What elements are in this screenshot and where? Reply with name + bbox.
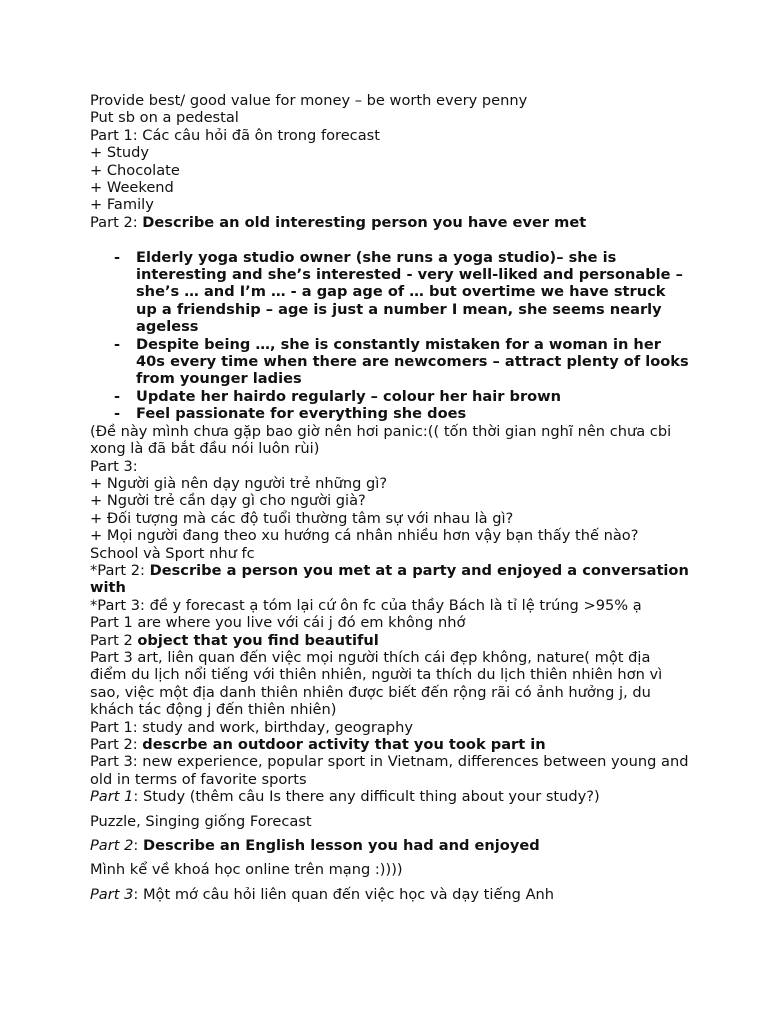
text-line: School và Sport như fc bbox=[90, 544, 255, 562]
part2-outdoor-line bbox=[90, 736, 690, 753]
part-label: Part 1 bbox=[90, 788, 134, 806]
question-item: + Người già nên dạy người trẻ những gì? bbox=[90, 474, 388, 492]
part-label: Part 3 bbox=[90, 885, 134, 903]
part-label: Part 2 bbox=[90, 837, 134, 855]
part-text: : Study (thêm câu Is there any difficult thing about your study?) bbox=[133, 788, 600, 806]
dash-icon: - bbox=[114, 387, 121, 405]
list-item: + Family bbox=[90, 196, 154, 214]
part3-new-paragraph: Part 3: new experience, popular sport in Vietnam, differences between young and old in terms of favorite sports bbox=[90, 753, 689, 788]
part-text: : Một mớ câu hỏi liên quan đến việc học và dạy tiếng Anh bbox=[133, 885, 555, 903]
part2-heading bbox=[90, 214, 690, 231]
text-line: Part 3: bbox=[90, 457, 138, 475]
part1-study-line bbox=[90, 788, 690, 805]
text-line: Provide best/ good value for money – be worth every penny bbox=[90, 92, 528, 109]
text-line: Put sb on a pedestal bbox=[90, 109, 239, 127]
text-line: *Part 3: đề y forecast ạ tóm lại cứ ôn fc của thầy Bách là tỉ lệ trúng >95% ạ bbox=[90, 596, 642, 614]
question-item: + Mọi người đang theo xu hướng cá nhân nhiều hơn vậy bạn thấy thế nào? bbox=[90, 527, 639, 545]
part3-art-paragraph: Part 3 art, liên quan đến việc mọi người thích cái đẹp không, nature( một địa điểm du lịch nổi tiếng với thiên nhiên, người ta thích du lịch thiên nhiên hơn vì sao, việc một địa danh thiên nhiên được biết đến rộng rãi có ảnh hưởng j, du khách tác động j đến thiên nhiên) bbox=[90, 648, 663, 719]
part-label: Part 2: bbox=[90, 213, 143, 231]
note-paragraph: (Đề này mình chưa gặp bao giờ nên hơi panic:(( tốn thời gian nghĩ nên chưa cbi xong là đã bắt đầu nói luôn rùi) bbox=[90, 422, 672, 458]
list-item: + Weekend bbox=[90, 179, 174, 197]
topic-title: Describe a person you met at a party and enjoyed a conversation with bbox=[90, 561, 689, 597]
star-part2-line bbox=[90, 562, 690, 597]
bullet-item bbox=[90, 388, 690, 405]
topic-title: Describe an old interesting person you have ever met bbox=[142, 213, 587, 231]
text-line: Puzzle, Singing giống Forecast bbox=[90, 812, 312, 830]
bullet-text: Despite being …, she is constantly mistaken for a woman in her 40s every time when there are newcomers – attract plenty of looks from younger ladies bbox=[136, 335, 689, 388]
colon: : bbox=[133, 837, 143, 855]
question-item: + Đối tượng mà các độ tuổi thường tâm sự với nhau là gì? bbox=[90, 509, 514, 527]
bullet-list bbox=[90, 249, 690, 423]
topic-title: Describe an English lesson you had and enjoyed bbox=[142, 837, 540, 855]
dash-icon: - bbox=[114, 405, 121, 423]
topic-title: descrbe an outdoor activity that you took part in bbox=[142, 736, 546, 754]
document-page bbox=[90, 92, 690, 903]
text-line: Part 1: Các câu hỏi đã ôn trong forecast bbox=[90, 126, 380, 144]
question-item: + Người trẻ cần dạy gì cho người già? bbox=[90, 492, 366, 510]
text-line: Part 1 are where you live với cái j đó em không nhớ bbox=[90, 614, 466, 632]
part3-line bbox=[90, 886, 690, 903]
bullet-text: Update her hairdo regularly – colour her hair brown bbox=[136, 387, 562, 405]
part-label: Part 2: bbox=[90, 736, 143, 754]
part2-lesson-line bbox=[90, 837, 690, 854]
bullet-item bbox=[90, 336, 690, 388]
topic-title: object that you find beautiful bbox=[137, 631, 379, 649]
bullet-text: Elderly yoga studio owner (she runs a yoga studio)– she is interesting and she’s interested - very well-liked and personable – she’s … and I’m … - a gap age of … but overtime we have struck up a friendship – age is just a number I mean, she seems nearly ageless bbox=[136, 248, 683, 336]
bullet-text: Feel passionate for everything she does bbox=[136, 405, 467, 423]
dash-icon: - bbox=[114, 335, 121, 353]
part-label: *Part 2: bbox=[90, 561, 150, 579]
list-item: + Chocolate bbox=[90, 161, 180, 179]
text-line: Part 1: study and work, birthday, geography bbox=[90, 718, 414, 736]
bullet-item bbox=[90, 249, 690, 336]
part2-object-line bbox=[90, 632, 690, 649]
dash-icon: - bbox=[114, 248, 121, 266]
part-label: Part 2 bbox=[90, 631, 138, 649]
text-line: Mình kể về khoá học online trên mạng :)))) bbox=[90, 861, 403, 879]
list-item: + Study bbox=[90, 144, 150, 162]
blank-line bbox=[90, 231, 690, 248]
bullet-item bbox=[90, 405, 690, 422]
